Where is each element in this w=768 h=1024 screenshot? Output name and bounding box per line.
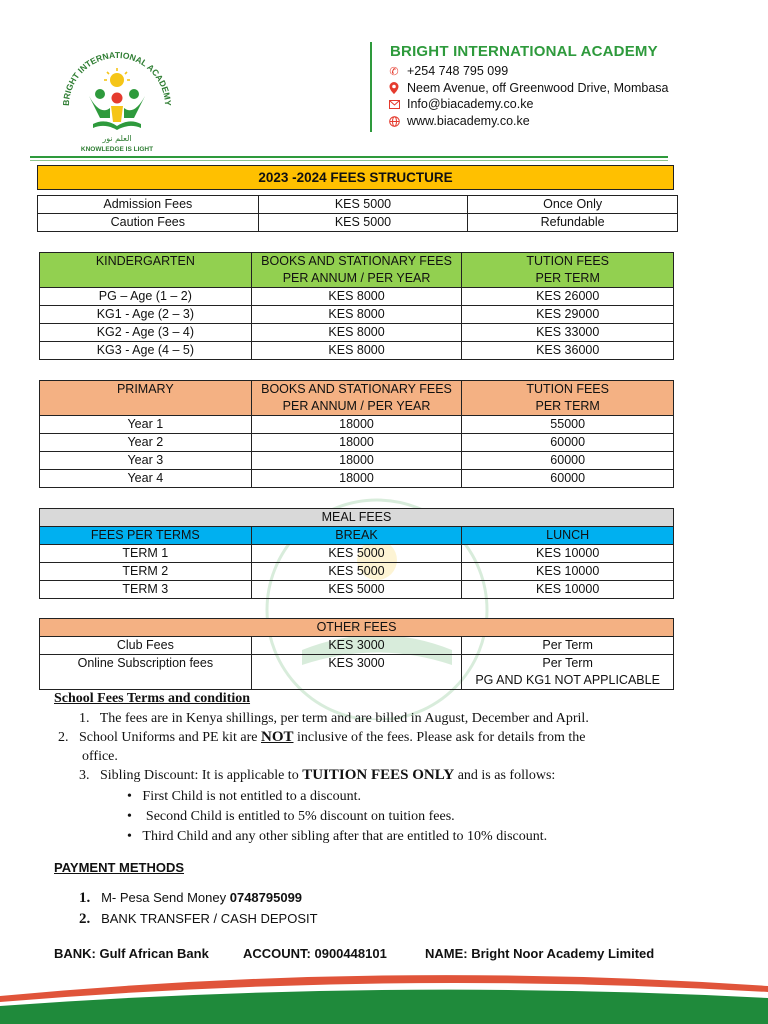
term-text: and is as follows: — [457, 768, 556, 783]
table-row — [40, 416, 674, 434]
column-header — [462, 381, 674, 416]
books-fee: 18000 — [251, 416, 462, 434]
item-number: 2. — [58, 730, 69, 745]
svg-text:KNOWLEDGE IS LIGHT: KNOWLEDGE IS LIGHT — [80, 146, 154, 153]
level: Year 4 — [40, 470, 252, 488]
header-line: PER TERM — [535, 271, 600, 285]
tuition-fee: KES 26000 — [462, 288, 674, 306]
tuition-fee: 60000 — [462, 452, 674, 470]
general-fees-table — [37, 195, 678, 232]
header-line: PER ANNUM / PER YEAR — [282, 271, 431, 285]
books-fee: KES 8000 — [251, 288, 462, 306]
fee-amount: KES 5000 — [258, 196, 468, 214]
mpesa-label: M- Pesa Send Money — [101, 890, 227, 905]
books-fee: 18000 — [251, 470, 462, 488]
fee-note: Once Only — [468, 196, 678, 214]
term-text: School Uniforms and PE kit are — [79, 730, 258, 745]
email-link[interactable]: Info@biacademy.co.ke — [407, 97, 534, 111]
header-line: BOOKS AND STATIONARY FEES — [261, 254, 452, 268]
contact-email — [388, 97, 533, 111]
table-row — [40, 581, 674, 599]
discount-bullet — [127, 827, 547, 846]
table-header — [40, 253, 674, 288]
table-row — [40, 470, 674, 488]
books-fee: KES 8000 — [251, 306, 462, 324]
item-number: 2. — [79, 911, 91, 927]
table-row — [40, 563, 674, 581]
bullet-text: Second Child is entitled to 5% discount on tuition fees. — [145, 809, 455, 824]
table-row — [40, 452, 674, 470]
not-emphasis: NOT — [260, 729, 294, 745]
books-fee: KES 8000 — [251, 342, 462, 360]
mpesa-number: 0748795099 — [229, 890, 303, 905]
break-fee: KES 5000 — [251, 545, 462, 563]
discount-bullet — [127, 807, 455, 826]
tuition-fee: KES 29000 — [462, 306, 674, 324]
break-fee: KES 5000 — [251, 581, 462, 599]
table-header — [40, 527, 674, 545]
table-row — [40, 434, 674, 452]
header-line: BOOKS AND STATIONARY FEES — [261, 382, 452, 396]
item-number: 1. — [79, 890, 91, 906]
school-logo — [55, 46, 180, 156]
term: TERM 1 — [40, 545, 252, 563]
table-title-row — [40, 619, 674, 637]
school-name: BRIGHT INTERNATIONAL ACADEMY — [390, 43, 658, 60]
kindergarten-table — [39, 252, 674, 360]
contact-address — [388, 81, 668, 95]
terms-title: School Fees Terms and condition — [54, 691, 251, 706]
table-row — [38, 196, 678, 214]
fee-name: Club Fees — [40, 637, 252, 655]
phone-icon: ✆ — [389, 65, 399, 78]
header-line: TUTION FEES — [526, 254, 610, 268]
account-name: NAME: Bright Noor Academy Limited — [425, 946, 655, 961]
table-row — [40, 324, 674, 342]
column-header: BREAK — [251, 527, 462, 545]
level: Year 2 — [40, 434, 252, 452]
term: TERM 3 — [40, 581, 252, 599]
discount-bullet — [127, 787, 361, 806]
contact-website — [388, 114, 530, 128]
fee-amount: KES 3000 — [251, 637, 462, 655]
header-line: PER ANNUM / PER YEAR — [282, 399, 431, 413]
bullet-dot-icon: • — [127, 789, 132, 804]
table-row — [38, 214, 678, 232]
meal-fees-title: MEAL FEES — [40, 509, 674, 527]
bank-transfer-label: BANK TRANSFER / CASH DEPOSIT — [101, 911, 318, 926]
header-line: TUTION FEES — [526, 382, 609, 396]
fee-note: Refundable — [468, 214, 678, 232]
books-fee: KES 8000 — [251, 324, 462, 342]
term-text: inclusive of the fees. Please ask for details from the — [297, 730, 586, 745]
column-header: FEES PER TERMS — [40, 527, 252, 545]
fee-amount: KES 3000 — [251, 655, 462, 690]
fee-note: Per Term — [462, 637, 674, 655]
payment-method-1 — [79, 890, 302, 907]
break-fee: KES 5000 — [251, 563, 462, 581]
tuition-fee: KES 33000 — [462, 324, 674, 342]
note-line: Per Term — [542, 656, 593, 670]
column-header — [251, 381, 462, 416]
svg-text:العلم نور: العلم نور — [102, 134, 132, 143]
phone-text: +254 748 795 099 — [407, 64, 509, 78]
header-line: PER TERM — [535, 399, 600, 413]
bullet-dot-icon: • — [127, 809, 132, 824]
not-applicable-note: PG AND KG1 NOT APPLICABLE — [475, 673, 660, 687]
item-number: 3. — [79, 768, 90, 783]
level: Year 3 — [40, 452, 252, 470]
table-row — [40, 288, 674, 306]
table-row — [40, 545, 674, 563]
term-item-1 — [79, 709, 589, 728]
lunch-fee: KES 10000 — [462, 545, 674, 563]
term-item-2 — [58, 728, 658, 747]
table-row — [40, 306, 674, 324]
fee-note — [462, 655, 674, 690]
account-number: ACCOUNT: 0900448101 — [243, 946, 387, 961]
term-item-3 — [79, 766, 555, 785]
fee-name: Admission Fees — [38, 196, 259, 214]
column-header: KINDERGARTEN — [40, 253, 252, 288]
payment-method-2 — [79, 911, 318, 928]
books-fee: 18000 — [251, 434, 462, 452]
lunch-fee: KES 10000 — [462, 563, 674, 581]
column-header — [462, 253, 674, 288]
item-number: 1. — [79, 711, 90, 726]
column-header: PRIMARY — [40, 381, 252, 416]
level: KG1 - Age (2 – 3) — [40, 306, 252, 324]
meal-fees-table — [39, 508, 674, 599]
tuition-fee: 60000 — [462, 470, 674, 488]
level: PG – Age (1 – 2) — [40, 288, 252, 306]
tuition-fee: KES 36000 — [462, 342, 674, 360]
term-item-2-continued: office. — [82, 749, 118, 764]
term-text: The fees are in Kenya shillings, per term and are billed in August, December and April. — [99, 711, 589, 726]
location-pin-icon — [388, 82, 400, 94]
footer-wave-decoration — [0, 966, 768, 1024]
fee-amount: KES 5000 — [258, 214, 468, 232]
header-rule-thin — [30, 160, 668, 161]
address-text: Neem Avenue, off Greenwood Drive, Mombasa — [407, 81, 669, 95]
svg-text:BRIGHT INTERNATIONAL ACADEMY: BRIGHT INTERNATIONAL ACADEMY — [60, 49, 174, 107]
level: KG3 - Age (4 – 5) — [40, 342, 252, 360]
books-fee: 18000 — [251, 452, 462, 470]
column-header — [251, 253, 462, 288]
primary-table — [39, 380, 674, 488]
table-row — [40, 342, 674, 360]
website-link[interactable]: www.biacademy.co.ke — [407, 114, 530, 128]
fees-structure-title: 2023 -2024 FEES STRUCTURE — [37, 165, 674, 190]
table-header — [40, 381, 674, 416]
bullet-text: Third Child and any other sibling after that are entitled to 10% discount. — [142, 829, 548, 844]
term-text: Sibling Discount: It is applicable to — [100, 768, 299, 783]
term: TERM 2 — [40, 563, 252, 581]
other-fees-table — [39, 618, 674, 690]
column-header: LUNCH — [462, 527, 674, 545]
tuition-fee: 55000 — [462, 416, 674, 434]
tuition-only-emphasis: TUITION FEES ONLY — [302, 767, 455, 783]
contact-phone — [388, 64, 508, 78]
bank-name: BANK: Gulf African Bank — [54, 946, 209, 961]
bullet-text: First Child is not entitled to a discount. — [142, 789, 361, 804]
table-row — [40, 655, 674, 690]
bullet-dot-icon: • — [127, 829, 132, 844]
tuition-fee: 60000 — [462, 434, 674, 452]
payment-methods-title: PAYMENT METHODS — [54, 860, 185, 875]
table-row — [40, 637, 674, 655]
level: Year 1 — [40, 416, 252, 434]
lunch-fee: KES 10000 — [462, 581, 674, 599]
other-fees-title: OTHER FEES — [40, 619, 674, 637]
fee-name: Caution Fees — [38, 214, 259, 232]
globe-icon — [388, 115, 400, 127]
fee-name: Online Subscription fees — [40, 655, 252, 690]
envelope-icon — [388, 98, 400, 110]
header-divider — [370, 42, 372, 132]
level: KG2 - Age (3 – 4) — [40, 324, 252, 342]
table-title-row — [40, 509, 674, 527]
header-rule — [30, 156, 668, 158]
